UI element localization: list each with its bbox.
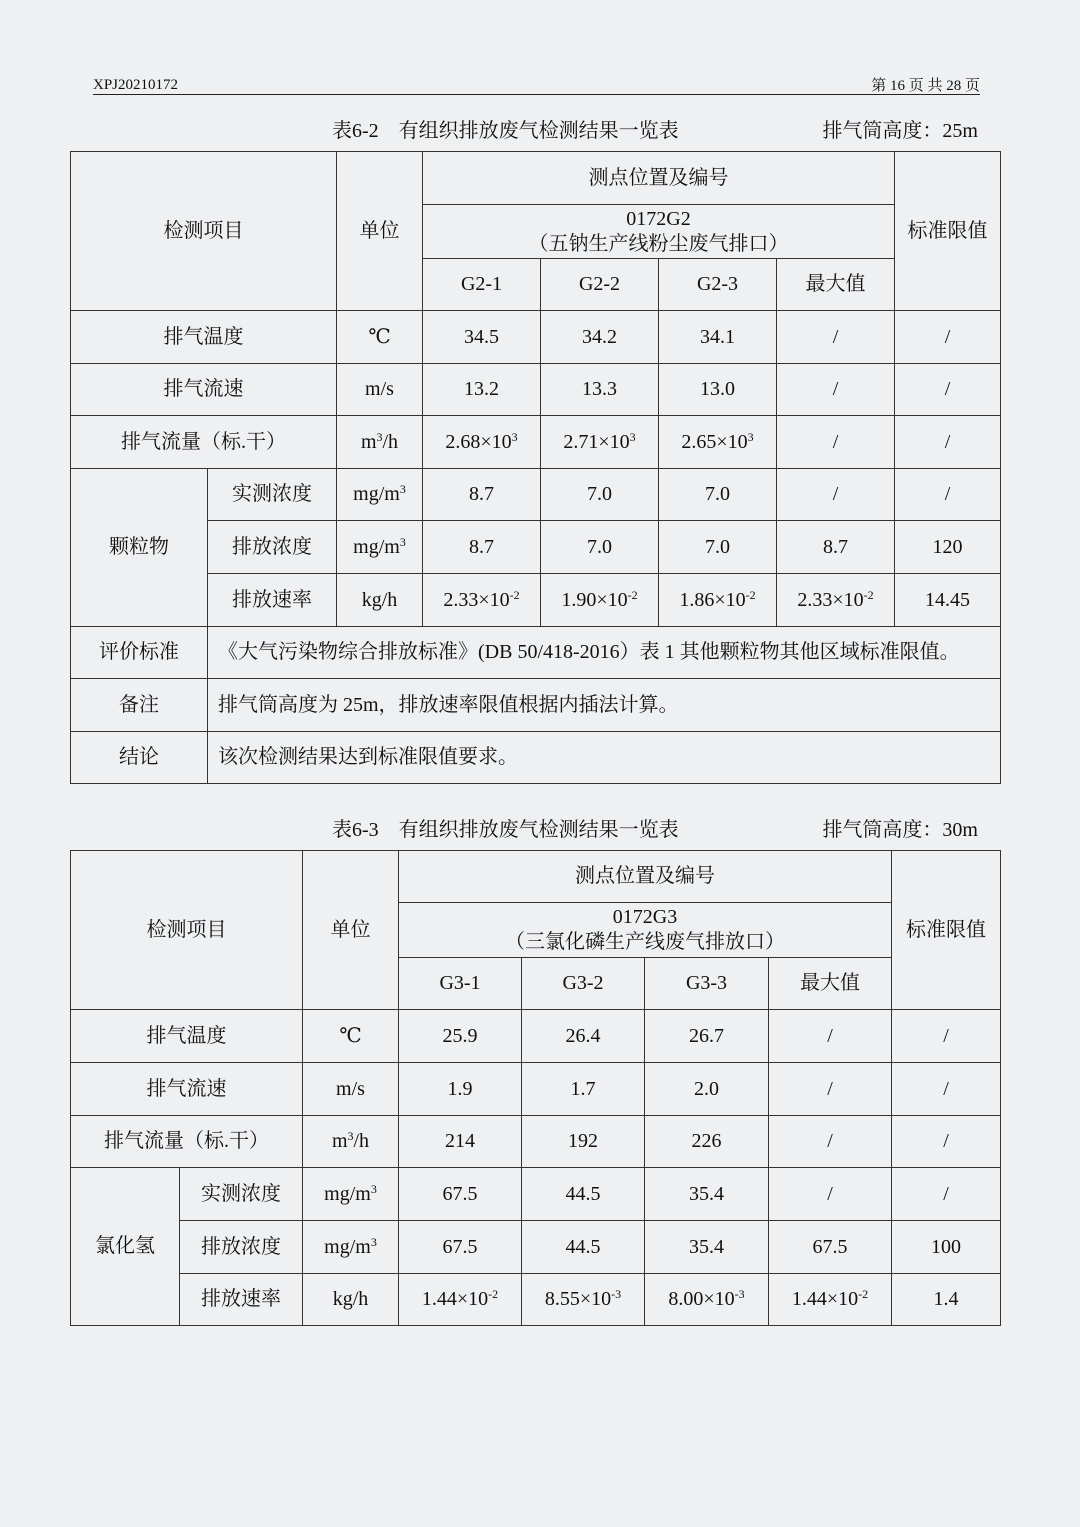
table-row: [71, 732, 1001, 784]
row-item: 排气温度: [71, 311, 337, 364]
col-limit-header: 标准限值: [895, 152, 1001, 311]
table-row: [71, 1168, 1001, 1221]
table-row: [71, 1063, 1001, 1116]
conclusion: 该次检测结果达到标准限值要求。: [208, 732, 1001, 784]
evaluation-standard: 《大气污染物综合排放标准》(DB 50/418-2016）表 1 其他颗粒物其他区域标准限值。: [208, 627, 1001, 679]
value-cell: $1.44\times 10^{-2}$: [399, 1274, 522, 1326]
value-cell: $2.71\times 10^3$: [541, 416, 659, 469]
value-cell: /: [777, 469, 895, 521]
value-cell: 214: [399, 1116, 522, 1168]
value-cell: 1.9: [399, 1063, 522, 1116]
sampling-point-id: 0172G2: [626, 207, 691, 230]
col-item-header: 检测项目: [71, 152, 337, 311]
value-cell: 44.5: [522, 1221, 645, 1274]
sampling-point-id: 0172G3: [612, 906, 678, 928]
table2-caption: [70, 813, 1000, 841]
row-unit: $mg/m^3$: [303, 1221, 399, 1274]
col-location-header: 测点位置及编号: [423, 152, 895, 205]
sample-header: G3-2: [522, 958, 645, 1010]
row-unit: kg/h: [303, 1274, 399, 1326]
limit-cell: 1.4: [892, 1274, 1001, 1326]
value-cell: 7.0: [541, 521, 659, 574]
value-cell: 34.1: [659, 311, 777, 364]
limit-cell: /: [892, 1168, 1001, 1221]
limit-cell: 100: [892, 1221, 1001, 1274]
table2-title: 表6-3 有组织排放废气检测结果一览表: [332, 819, 679, 841]
row-unit: ℃: [337, 311, 423, 364]
sampling-point: [399, 903, 892, 958]
value-cell: /: [769, 1168, 892, 1221]
row-item: 排气流量（标.干）: [71, 416, 337, 469]
sampling-point: [423, 205, 895, 259]
sample-header: G3-3: [645, 958, 769, 1010]
value-cell: 1.7: [522, 1063, 645, 1116]
value-cell: 13.3: [541, 364, 659, 416]
col-limit-header: 标准限值: [892, 851, 1001, 1010]
limit-cell: 14.45: [895, 574, 1001, 627]
value-cell: 26.4: [522, 1010, 645, 1063]
value-cell: 67.5: [769, 1221, 892, 1274]
col-item-header: 检测项目: [71, 851, 303, 1010]
value-cell: /: [777, 364, 895, 416]
value-cell: 34.5: [423, 311, 541, 364]
limit-cell: /: [895, 311, 1001, 364]
row-unit: $mg/m^3$: [337, 521, 423, 574]
limit-cell: /: [895, 364, 1001, 416]
sample-header: G2-2: [541, 259, 659, 311]
table-row: [71, 1010, 1001, 1063]
table-row: [71, 1274, 1001, 1326]
value-cell: $1.90\times 10^{-2}$: [541, 574, 659, 627]
value-cell: $8.00\times 10^{-3}$: [645, 1274, 769, 1326]
footer-label: 结论: [71, 732, 208, 784]
table-row: [71, 1116, 1001, 1168]
table-row: [71, 574, 1001, 627]
value-cell: $2.68\times 10^3$: [423, 416, 541, 469]
row-subitem: 实测浓度: [180, 1168, 303, 1221]
row-unit: ℃: [303, 1010, 399, 1063]
table-row: [71, 521, 1001, 574]
value-cell: 8.7: [423, 521, 541, 574]
sampling-point-name: （三氯化磷生产线废气排放口）: [505, 931, 785, 953]
table-row: [71, 416, 1001, 469]
value-cell: 25.9: [399, 1010, 522, 1063]
limit-cell: /: [892, 1063, 1001, 1116]
value-cell: $1.86\times 10^{-2}$: [659, 574, 777, 627]
page-number: 第 16 页 共 28 页: [871, 78, 980, 94]
value-cell: 192: [522, 1116, 645, 1168]
limit-cell: /: [895, 416, 1001, 469]
sample-header: 最大值: [769, 958, 892, 1010]
row-unit: m/s: [303, 1063, 399, 1116]
row-item: 排气流速: [71, 1063, 303, 1116]
value-cell: 67.5: [399, 1221, 522, 1274]
emission-table-2: [70, 850, 1001, 1326]
row-unit: $m^3/h$: [337, 416, 423, 469]
table-row: [71, 469, 1001, 521]
footer-label: 备注: [71, 679, 208, 732]
row-item: 排气流量（标.干）: [71, 1116, 303, 1168]
sample-header: G2-1: [423, 259, 541, 311]
value-cell: /: [777, 416, 895, 469]
row-subitem: 实测浓度: [208, 469, 337, 521]
table-row: [71, 311, 1001, 364]
value-cell: 35.4: [645, 1168, 769, 1221]
value-cell: 7.0: [659, 469, 777, 521]
row-unit: $mg/m^3$: [303, 1168, 399, 1221]
sample-header: G2-3: [659, 259, 777, 311]
table1-caption: [70, 114, 1000, 142]
pollutant-name: 颗粒物: [71, 469, 208, 627]
value-cell: 8.7: [777, 521, 895, 574]
limit-cell: /: [892, 1010, 1001, 1063]
value-cell: /: [769, 1116, 892, 1168]
table1-stack-height: 排气筒高度：25m: [822, 120, 978, 142]
value-cell: 7.0: [541, 469, 659, 521]
row-subitem: 排放浓度: [208, 521, 337, 574]
table2-stack-height: 排气筒高度：30m: [822, 819, 978, 841]
pollutant-name: 氯化氢: [71, 1168, 180, 1326]
value-cell: 8.7: [423, 469, 541, 521]
value-cell: $8.55\times 10^{-3}$: [522, 1274, 645, 1326]
row-unit: m/s: [337, 364, 423, 416]
row-unit: $m^3/h$: [303, 1116, 399, 1168]
limit-cell: 120: [895, 521, 1001, 574]
value-cell: /: [769, 1063, 892, 1116]
table-row: [71, 627, 1001, 679]
limit-cell: /: [892, 1116, 1001, 1168]
value-cell: /: [777, 311, 895, 364]
value-cell: 13.2: [423, 364, 541, 416]
value-cell: 2.0: [645, 1063, 769, 1116]
row-subitem: 排放速率: [208, 574, 337, 627]
value-cell: 44.5: [522, 1168, 645, 1221]
value-cell: 67.5: [399, 1168, 522, 1221]
page-header: [93, 74, 980, 95]
col-unit-header: 单位: [337, 152, 423, 311]
row-unit: $mg/m^3$: [337, 469, 423, 521]
table1-title: 表6-2 有组织排放废气检测结果一览表: [332, 120, 679, 142]
value-cell: 26.7: [645, 1010, 769, 1063]
row-item: 排气温度: [71, 1010, 303, 1063]
table-row: [71, 1221, 1001, 1274]
sampling-point-name: （五钠生产线粉尘废气排口）: [528, 232, 789, 255]
value-cell: $1.44\times 10^{-2}$: [769, 1274, 892, 1326]
table-row: [71, 679, 1001, 732]
row-subitem: 排放浓度: [180, 1221, 303, 1274]
footer-label: 评价标准: [71, 627, 208, 679]
emission-table-1: [70, 151, 1001, 784]
row-item: 排气流速: [71, 364, 337, 416]
row-subitem: 排放速率: [180, 1274, 303, 1326]
value-cell: 7.0: [659, 521, 777, 574]
limit-cell: /: [895, 469, 1001, 521]
col-unit-header: 单位: [303, 851, 399, 1010]
value-cell: 34.2: [541, 311, 659, 364]
table-row: [71, 364, 1001, 416]
col-location-header: 测点位置及编号: [399, 851, 892, 903]
remarks: 排气筒高度为 25m，排放速率限值根据内插法计算。: [208, 679, 1001, 732]
value-cell: $2.33\times 10^{-2}$: [777, 574, 895, 627]
value-cell: 35.4: [645, 1221, 769, 1274]
document-id: XPJ20210172: [93, 77, 179, 93]
value-cell: $2.65\times 10^3$: [659, 416, 777, 469]
sample-header: G3-1: [399, 958, 522, 1010]
value-cell: 226: [645, 1116, 769, 1168]
value-cell: /: [769, 1010, 892, 1063]
sample-header: 最大值: [777, 259, 895, 311]
value-cell: $2.33\times 10^{-2}$: [423, 574, 541, 627]
value-cell: 13.0: [659, 364, 777, 416]
row-unit: kg/h: [337, 574, 423, 627]
